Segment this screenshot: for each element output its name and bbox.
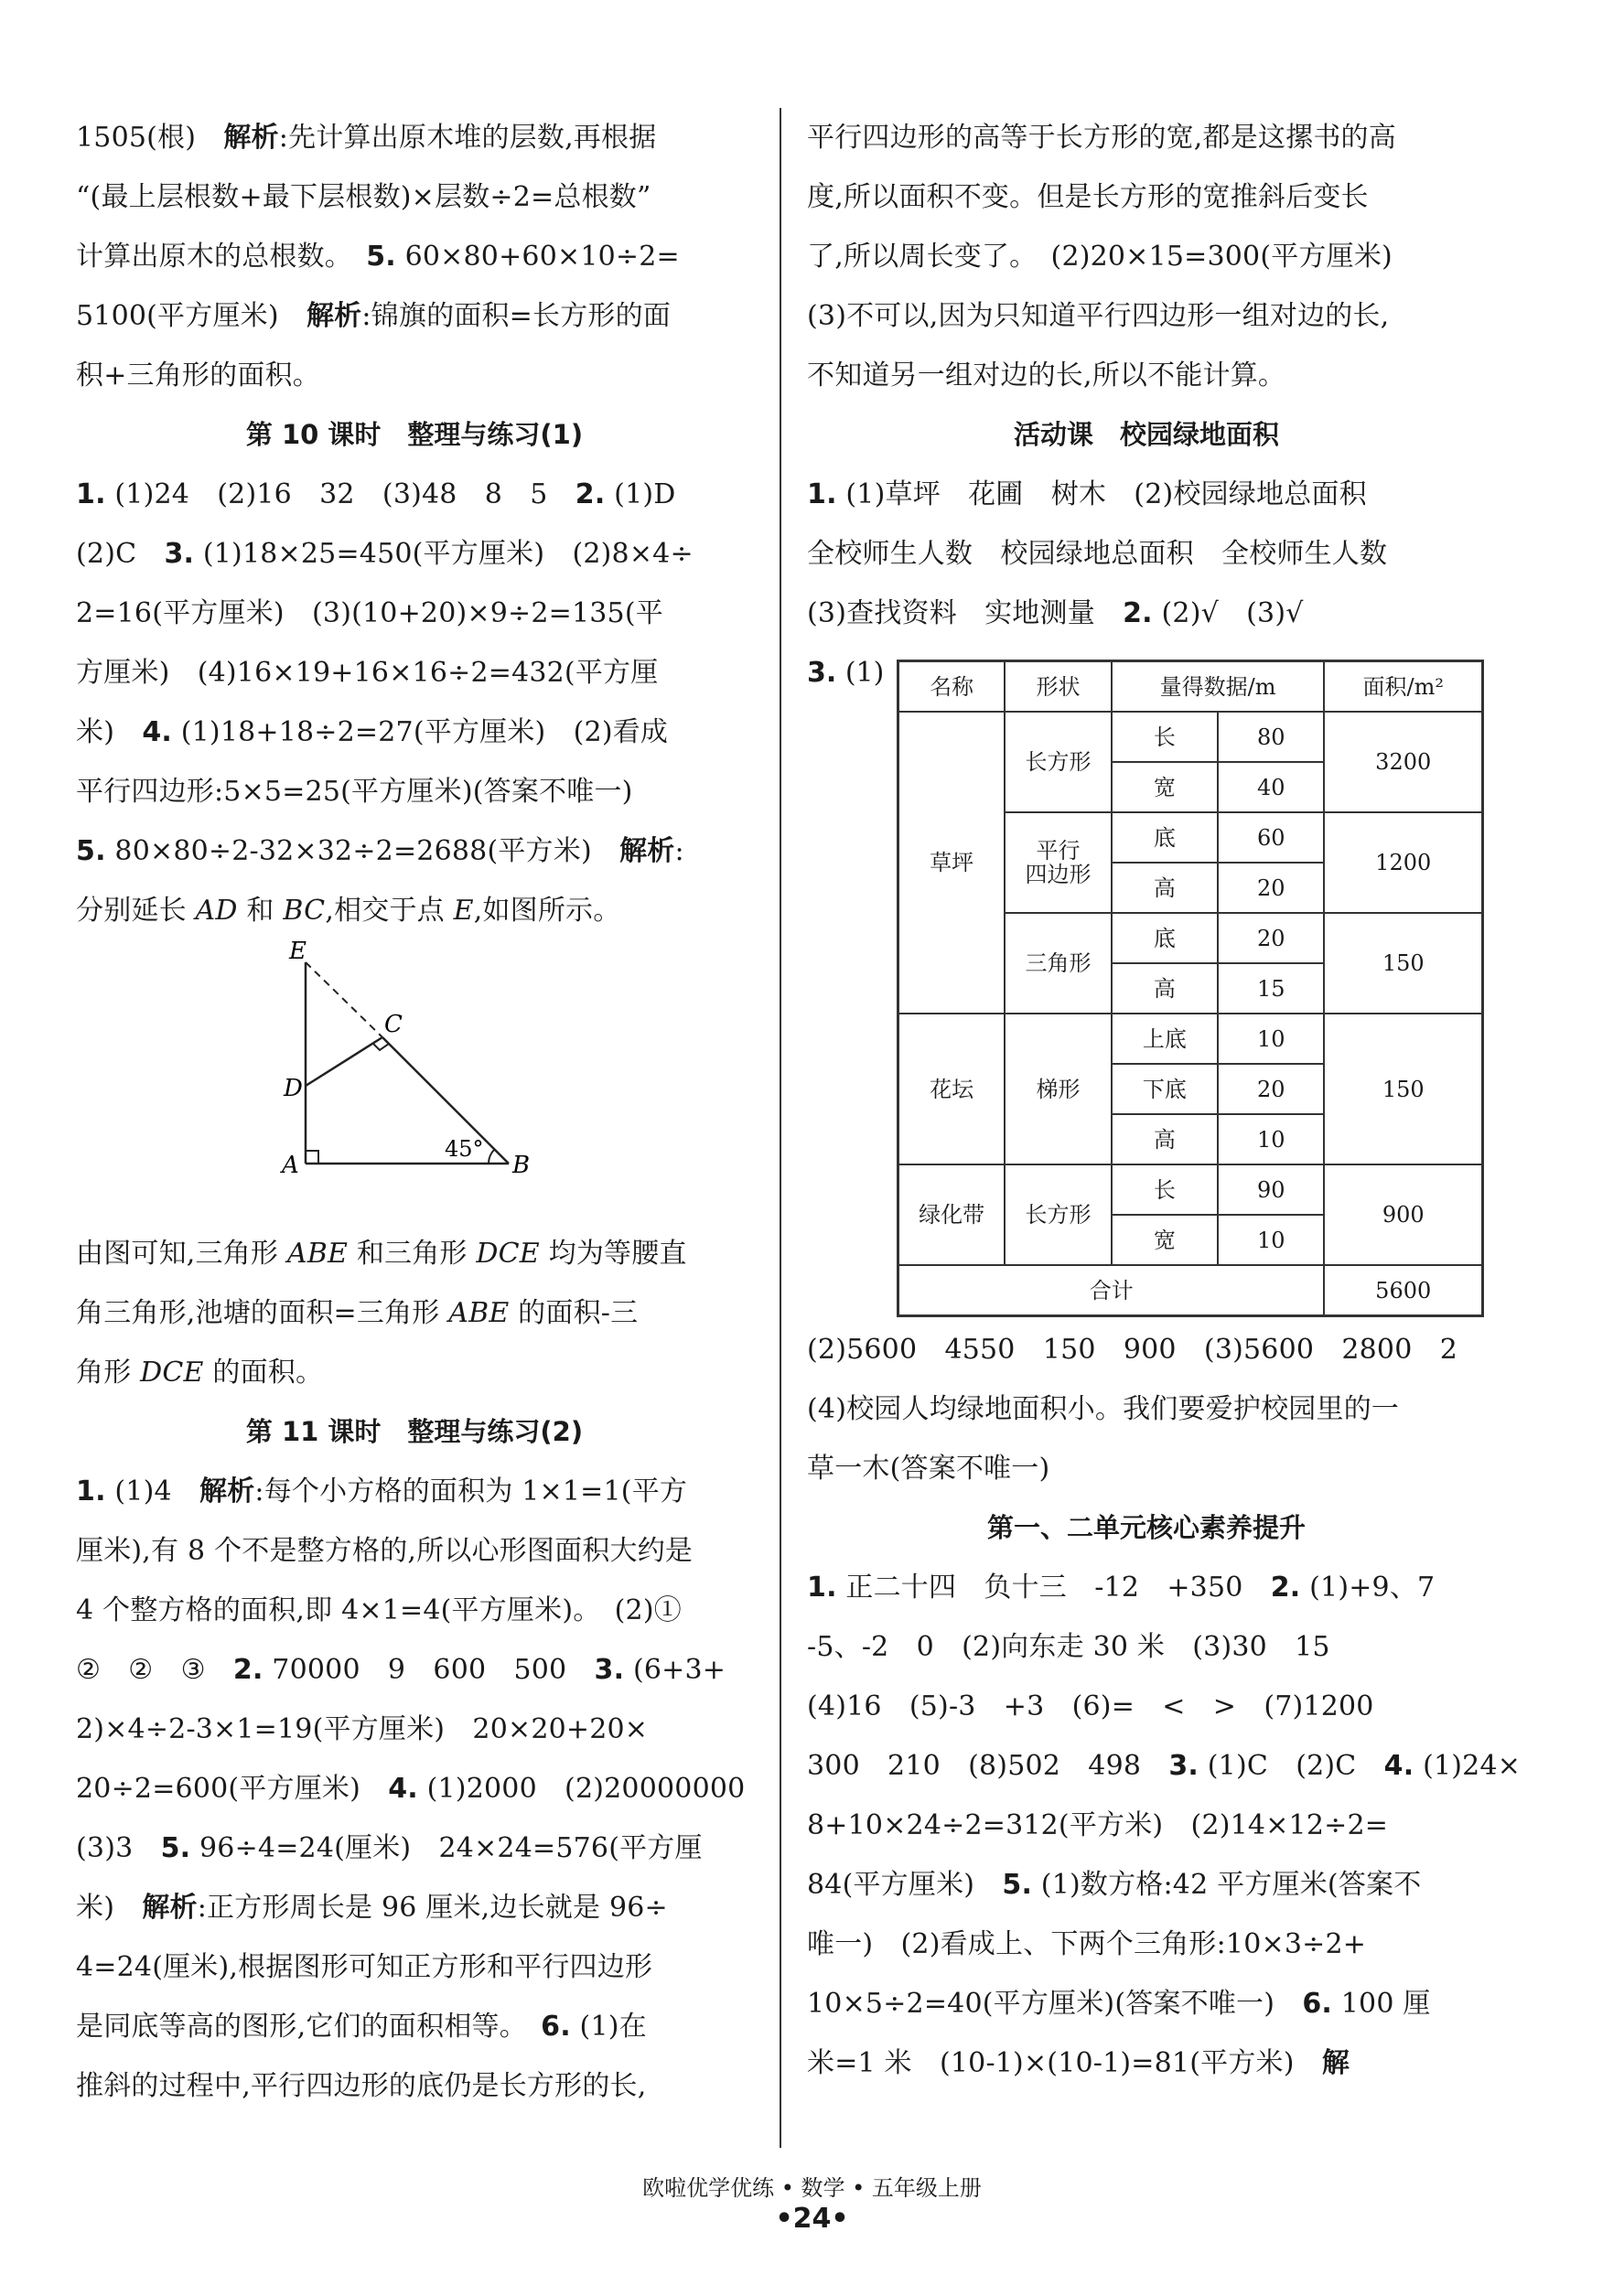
heading-lesson-11: 第 11 课时 整理与练习(2) [245,1416,584,1447]
left-block-2 [76,465,753,940]
edge-dc [306,1037,382,1086]
text-line: (4)16 (5)-3 +3 (6)= < > (7)1200 [807,1690,1374,1722]
column-divider [780,108,781,2148]
text-line: 1. (1)4 解析:每个小方格的面积为 1×1=1(平方 [76,1475,688,1507]
label-a: A [282,1152,299,1179]
text-line: 8+10×24÷2=312(平方米) (2)14×12÷2= [807,1809,1389,1841]
left-block-3 [76,1224,753,1402]
text-line: 10×5÷2=40(平方厘米)(答案不唯一) 6. 100 厘 [807,1988,1431,2020]
angle-arc-b [489,1150,494,1164]
heading-unit-review: 第一、二单元核心素养提升 [986,1512,1306,1543]
table-total-label: 合计 [898,1265,1325,1316]
table-cell-measure: 宽 [1112,1215,1218,1265]
text-line: 是同底等高的图形,它们的面积相等。 6. (1)在 [76,2011,647,2043]
page-number: •24• [775,2203,849,2235]
text-line: (4)校园人均绿地面积小。我们要爱护校园里的一 [807,1393,1400,1425]
table-cell-value: 20 [1218,913,1324,963]
text-line: 推斜的过程中,平行四边形的底仍是长方形的长, [76,2070,647,2102]
table-cell-name: 草坪 [898,712,1006,1014]
text-line: 5. 80×80÷2-32×32÷2=2688(平方米) 解析: [76,835,684,867]
right-angle-c [373,1044,389,1050]
table-cell-value: 90 [1218,1164,1324,1215]
text-line: 由图可知,三角形 ABE 和三角形 DCE 均为等腰直 [76,1238,687,1270]
text-line: 米) 4. (1)18+18÷2=27(平方厘米) (2)看成 [76,716,669,748]
left-block-4 [76,1462,753,2116]
green-area-table [897,660,1484,1317]
table-cell-measure: 长 [1112,712,1218,762]
table-cell-value: 10 [1218,1014,1324,1064]
text-line: 1. (1)24 (2)16 32 (3)48 8 5 2. (1)D [76,478,676,510]
table-cell-measure: 底 [1112,913,1218,963]
edge-ec-dashed [306,962,382,1037]
text-line: 度,所以面积不变。但是长方形的宽推斜后变长 [807,181,1369,213]
table-total-row [898,1265,1483,1316]
text-line: -5、-2 0 (2)向东走 30 米 (3)30 15 [807,1631,1330,1663]
table-cell-measure: 高 [1112,1114,1218,1164]
table-cell-value: 10 [1218,1215,1324,1265]
table-cell-area: 900 [1324,1164,1482,1265]
text-line: 1. 正二十四 负十三 -12 +350 2. (1)+9、7 [807,1572,1436,1604]
table-cell-value: 40 [1218,762,1324,812]
table-cell-area: 150 [1324,1014,1482,1164]
text-line: 5100(平方厘米) 解析:锦旗的面积=长方形的面 [76,300,672,332]
text-line: 积+三角形的面积。 [76,359,320,392]
text-line: 方厘米) (4)16×19+16×16÷2=432(平方厘 [76,657,659,689]
text-line: 1505(根) 解析:先计算出原木堆的层数,再根据 [76,122,657,154]
right-column [807,108,1522,2093]
table-cell-measure: 底 [1112,812,1218,863]
angle-label: 45° [445,1136,484,1162]
heading-lesson-10: 第 10 课时 整理与练习(1) [245,419,584,450]
text-line: 分别延长 AD 和 BC,相交于点 E,如图所示。 [76,895,621,927]
left-column [76,108,753,2116]
text-line: 全校师生人数 校园绿地总面积 全校师生人数 [807,538,1388,570]
text-line: 唯一) (2)看成上、下两个三角形:10×3÷2+ [807,1928,1367,1960]
table-question-number: 3. (1) [807,657,885,689]
text-line: 角三角形,池塘的面积=三角形 ABE 的面积-三 [76,1297,639,1329]
text-line: 厘米),有 8 个不是整方格的,所以心形图面积大约是 [76,1535,694,1567]
text-line: (2)C 3. (1)18×25=450(平方厘米) (2)8×4÷ [76,538,694,570]
left-block-1 [76,108,753,405]
text-line: (3)不可以,因为只知道平行四边形一组对边的长, [807,300,1390,332]
table-section [807,643,1486,1320]
text-line: 84(平方厘米) 5. (1)数方格:42 平方厘米(答案不 [807,1869,1422,1901]
table-cell-value: 60 [1218,812,1324,863]
text-line: 米=1 米 (10-1)×(10-1)=81(平方米) 解 [807,2047,1350,2079]
table-cell-measure: 下底 [1112,1064,1218,1114]
table-cell-name: 花坛 [898,1014,1006,1164]
table-cell-value: 15 [1218,963,1324,1014]
table-cell-shape: 三角形 [1005,913,1111,1014]
table-cell-area: 150 [1324,913,1482,1014]
table-cell-measure: 高 [1112,963,1218,1014]
table-total-value: 5600 [1324,1265,1482,1316]
text-line: (3)3 5. 96÷4=24(厘米) 24×24=576(平方厘 [76,1832,703,1864]
text-line: 20÷2=600(平方厘米) 4. (1)2000 (2)20000000 [76,1773,746,1805]
right-block-2 [807,465,1486,643]
text-line: (3)查找资料 实地测量 2. (2)√ (3)√ [807,597,1304,629]
footer-title: 欧啦优学优练 • 数学 • 五年级上册 [642,2175,982,2201]
table-row [898,1014,1483,1064]
right-block-3 [807,1320,1486,1498]
text-line: 了,所以周长变了。 (2)20×15=300(平方厘米) [807,241,1393,273]
text-line: “(最上层根数+最下层根数)×层数÷2=总根数” [76,181,651,213]
label-e: E [289,940,307,965]
table-header-cell: 名称 [898,661,1006,713]
table-cell-value: 20 [1218,863,1324,913]
label-c: C [384,1011,403,1038]
text-line: 1. (1)草坪 花圃 树木 (2)校园绿地总面积 [807,478,1367,510]
table-header-cell: 形状 [1005,661,1111,713]
table-cell-shape: 长方形 [1005,1164,1111,1265]
table-cell-area: 1200 [1324,812,1482,913]
text-line: 角形 DCE 的面积。 [76,1357,324,1389]
text-line: 米) 解析:正方形周长是 96 厘米,边长就是 96÷ [76,1892,668,1924]
table-cell-value: 20 [1218,1064,1324,1114]
heading-activity: 活动课 校园绿地面积 [1013,419,1279,450]
text-line: 计算出原木的总根数。 5. 60×80+60×10÷2= [76,241,680,273]
table-cell-measure: 高 [1112,863,1218,913]
table-row [898,1164,1483,1215]
table-cell-shape: 长方形 [1005,712,1111,812]
text-line: 2)×4÷2-3×1=19(平方厘米) 20×20+20× [76,1713,649,1745]
table-cell-measure: 上底 [1112,1014,1218,1064]
text-line: ② ② ③ 2. 70000 9 600 500 3. (6+3+ [76,1654,726,1686]
table-header-cell: 面积/m² [1324,661,1482,713]
right-block-4 [807,1558,1522,2093]
text-line: 平行四边形:5×5=25(平方厘米)(答案不唯一) [76,776,633,808]
table-row [898,712,1483,762]
triangle-figure [76,940,753,1224]
right-block-1 [807,108,1486,405]
text-line: 4 个整方格的面积,即 4×1=4(平方厘米)。 (2)① [76,1594,682,1626]
label-b: B [512,1152,531,1179]
table-cell-area: 3200 [1324,712,1482,812]
text-line: 300 210 (8)502 498 3. (1)C (2)C 4. (1)24× [807,1750,1522,1782]
text-line: (2)5600 4550 150 900 (3)5600 2800 2 [807,1334,1457,1366]
label-d: D [284,1075,303,1102]
table-cell-measure: 宽 [1112,762,1218,812]
table-cell-value: 80 [1218,712,1324,762]
table-cell-name: 绿化带 [898,1164,1006,1265]
table-cell-shape: 梯形 [1005,1014,1111,1164]
text-line: 2=16(平方厘米) (3)(10+20)×9÷2=135(平 [76,597,663,629]
table-cell-shape: 平行 四边形 [1005,812,1111,913]
text-line: 4=24(厘米),根据图形可知正方形和平行四边形 [76,1951,653,1983]
text-line: 草一木(答案不唯一) [807,1453,1050,1485]
table-header-row [898,661,1483,713]
text-line: 平行四边形的高等于长方形的宽,都是这摞书的高 [807,122,1396,154]
text-line: 不知道另一组对边的长,所以不能计算。 [807,359,1286,392]
right-angle-a [306,1151,318,1164]
table-cell-value: 10 [1218,1114,1324,1164]
table-cell-measure: 长 [1112,1164,1218,1215]
triangle-diagram [273,940,547,1224]
table-header-cell: 量得数据/m [1112,661,1325,713]
